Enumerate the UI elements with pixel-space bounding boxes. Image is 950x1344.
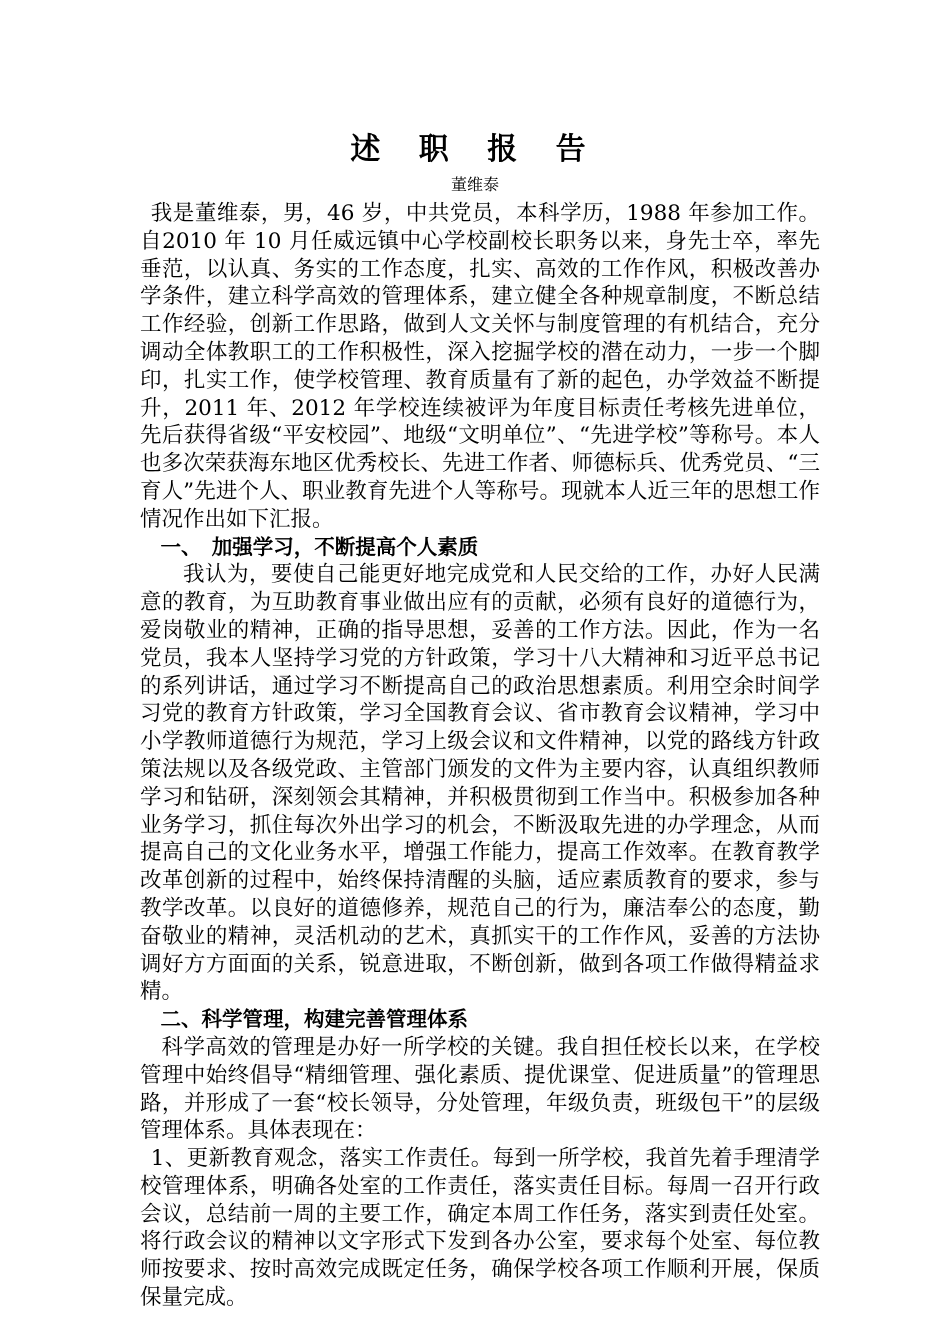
intro-paragraph: 我是董维泰，男，46 岁，中共党员，本科学历，1988 年参加工作。自2010 年 10 月任威远镇中心学校副校长职务以来，身先士卒，率先垂范，以认真、务实的工作态度，扎实、高效的工作作风，积极改善办学条件，建立科学高效的管理体系，建立健全各种规章制度，不断总结工作经验，创新工作思路，做到人文关怀与制度管理的有机结合，充分调动全体教职工的工作积极性，深入挖掘学校的潜在动力，一步一个脚印，扎实工作，使学校管理、教育质量有了新的起色，办学效益不断提升，2011 年、2012 年学校连续被评为年度目标责任考核先进单位，先后获得省级“平安校园”、地级“文明单位”、“先进学校”等称号。本人也多次荣获海东地区优秀校长、先进工作者、师德标兵、优秀党员、“三育人”先进个人、职业教育先进个人等称号。现就本人近三年的思想工作情况作出如下汇报。 [140,201,820,532]
document-title: 述 职 报 告 [350,132,600,167]
document-body [140,200,820,1312]
section-1-heading: 一、 加强学习，不断提高个人素质 [160,534,479,559]
section-2-paragraph: 科学高效的管理是办好一所学校的关键。我自担任校长以来，在学校管理中始终倡导“精细管理、强化素质、提优课堂、促进质量”的管理思路，并形成了一套“校长领导，分处管理，年级负责，班级包干”的层级管理体系。具体表现在： [140,1034,820,1144]
section-1-paragraph: 我认为，要使自己能更好地完成党和人民交给的工作，办好人民满意的教育，为互助教育事业做出应有的贡献，必须有良好的道德行为，爱岗敬业的精神，正确的指导思想，妥善的工作方法。因此，作为一名党员，我本人坚持学习党的方针政策，学习十八大精神和习近平总书记的系列讲话，通过学习不断提高自己的政治思想素质。利用空余时间学习党的教育方针政策，学习全国教育会议、省市教育会议精神，学习中小学教师道德行为规范，学习上级会议和文件精神，以党的路线方针政策法规以及各级党政、主管部门颁发的文件为主要内容，认真组织教师学习和钻研，深刻领会其精神，并积极贯彻到工作当中。积极参加各种业务学习，抓住每次外出学习的机会，不断汲取先进的办学理念，从而提高自己的文化业务水平，增强工作能力，提高工作效率。在教育教学改革创新的过程中，始终保持清醒的头脑，适应素质教育的要求，参与教学改革。以良好的道德修养，规范自己的行为，廉洁奉公的态度，勤奋敬业的精神，灵活机动的艺术，真抓实干的工作作风，妥善的方法协调好方方面面的关系，锐意进取，不断创新，做到各项工作做得精益求精。 [140,562,820,1005]
section-2-item-1: 1、更新教育观念，落实工作责任。每到一所学校，我首先着手理清学校管理体系，明确各处室的工作责任，落实责任目标。每周一召开行政会议，总结前一周的主要工作，确定本周工作任务，落实到责任处室。将行政会议的精神以文字形式下发到各办公室，要求每个处室、每位教师按要求、按时高效完成既定任务，确保学校各项工作顺利开展，保质保量完成。 [140,1146,820,1311]
section-2-heading: 二、科学管理，构建完善管理体系 [160,1007,468,1032]
author-name: 董维泰 [450,175,499,194]
